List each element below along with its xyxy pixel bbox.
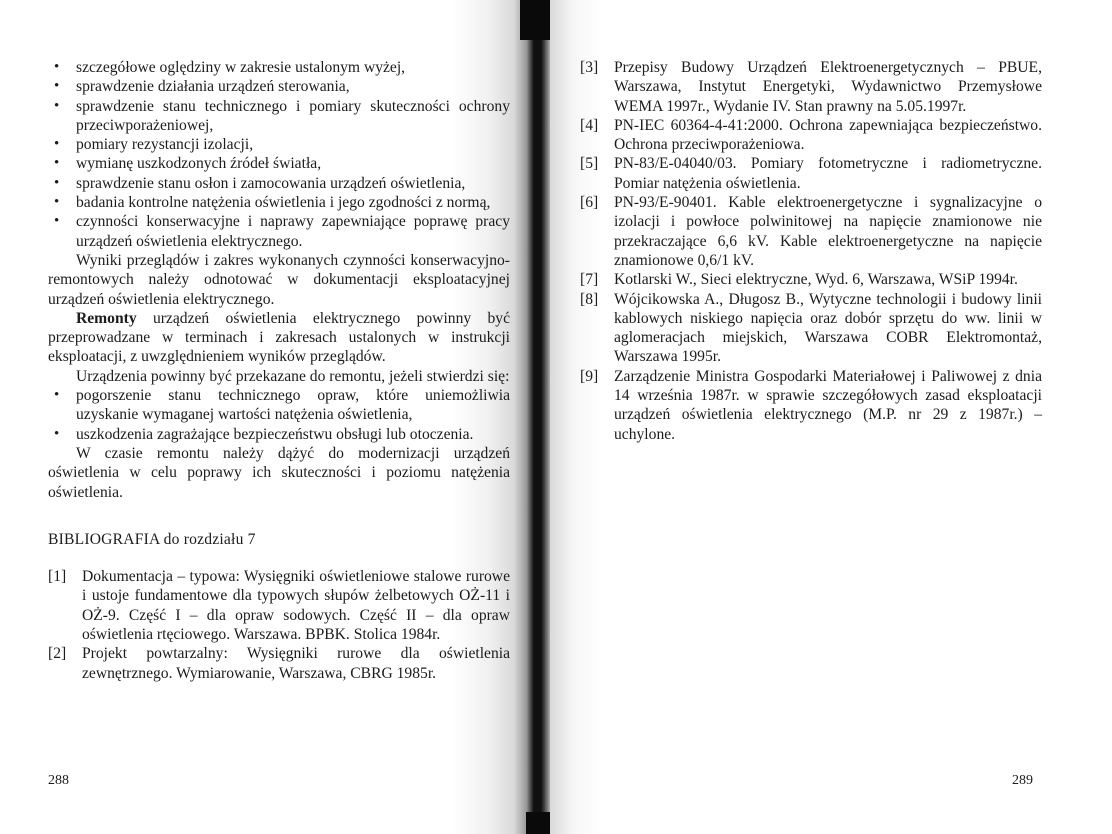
reference-text: Zarządzenie Ministra Gospodarki Materiałowej i Paliwowej z dnia 14 września 1987r. w sprawie szczegółowych zasad eksploatacji urządzeń oświetlenia elektrycznego (M.P. nr 29 z 1987r.) – uchylone.: [614, 367, 1042, 443]
book-spine-shadow: [514, 0, 550, 834]
reference-item: [580, 290, 1042, 367]
list-item: • wymianę uszkodzonych źródeł światła,: [48, 154, 510, 173]
reference-number: [6]: [580, 194, 599, 212]
book-spine-top: [520, 0, 550, 40]
paragraph-results: Wyniki przeglądów i zakres wykonanych czynności konserwacyjno-remontowych należy odnotować w dokumentacji eksploatacyjnej urządzeń oświetlenia elektrycznego.: [48, 251, 510, 308]
reference-text: Kotlarski W., Sieci elektryczne, Wyd. 6, Warszawa, WSiP 1994r.: [614, 271, 1018, 289]
paragraph-modernize: W czasie remontu należy dążyć do modernizacji urządzeń oświetlenia w celu poprawy ich skuteczności i poziomu natężenia oświetlenia.: [48, 444, 510, 501]
reference-item: [580, 154, 1042, 193]
reference-item: [580, 367, 1042, 444]
list-item: • uszkodzenia zagrażające bezpieczeństwu obsługi lub otoczenia.: [48, 425, 510, 444]
repairs-bold-term: Remonty: [76, 309, 137, 327]
reference-number: [1]: [48, 568, 67, 586]
reference-number: [7]: [580, 271, 599, 289]
right-page-text: [580, 58, 1042, 444]
paragraph-repairs: [48, 309, 510, 367]
reference-item: [48, 644, 510, 683]
reference-number: [4]: [580, 116, 599, 134]
list-item: • sprawdzenie stanu osłon i zamocowania urządzeń oświetlenia,: [48, 174, 510, 193]
reference-text: Przepisy Budowy Urządzeń Elektroenergetycznych – PBUE, Warszawa, Instytut Energetyki, Wydawnictwo Przemysłowe WEMA 1997r., Wydanie IV. Stan prawny na 5.05.1997r.: [614, 59, 1042, 115]
page-number-right: 289: [1012, 773, 1033, 788]
reference-text: PN-93/E-90401. Kable elektroenergetyczne i sygnalizacyjne o izolacji i powłoce polwinitowej na napięcie znamionowe nie przekraczające 6,6 kV. Kable elektroenergetyczne na napięcie znamionowe 0,6/1 kV.: [614, 194, 1042, 269]
reference-item: [580, 58, 1042, 116]
list-item: • pogorszenie stanu technicznego opraw, które uniemożliwia uzyskanie wymaganej wartości natężenia oświetlenia,: [48, 386, 510, 425]
reference-number: [3]: [580, 59, 599, 76]
left-page-text: [48, 58, 510, 683]
reference-number: [9]: [580, 367, 599, 385]
paragraph-devices: Urządzenia powinny być przekazane do remontu, jeżeli stwierdzi się:: [76, 367, 510, 385]
list-item: • badania kontrolne natężenia oświetlenia i jego zgodności z normą,: [48, 193, 510, 212]
reference-number: [8]: [580, 290, 599, 308]
left-page: [0, 0, 538, 834]
reference-text: PN-83/E-04040/03. Pomiary fotometryczne i radiometryczne. Pomiar natężenia oświetlenia.: [614, 155, 1042, 192]
list-item: • szczegółowe oględziny w zakresie ustalonym wyżej,: [48, 58, 510, 77]
reference-number: [5]: [580, 155, 599, 173]
list-item: • czynności konserwacyjne i naprawy zapewniające poprawę pracy urządzeń oświetlenia elektrycznego.: [48, 212, 510, 251]
reference-item: [580, 193, 1042, 270]
repairs-text: urządzeń oświetlenia elektrycznego powinny być przeprowadzane w terminach i zakresach ustalonych w instrukcji eksploatacji, z uwzględnieniem wyników przeglądów.: [48, 309, 510, 366]
list-item: • sprawdzenie stanu technicznego i pomiary skuteczności ochrony przeciwporażeniowej,: [48, 97, 510, 136]
reference-text: Wójcikowska A., Długosz B., Wytyczne technologii i budowy linii kablowych niskiego napięcia oraz dobór sprzętu do ww. linii w aglomeracjach miejskich, Warszawa COBR Elektromontaż, Warszawa 1995r.: [614, 290, 1042, 366]
reference-number: [2]: [48, 645, 67, 663]
book-spine-bottom: [526, 812, 550, 834]
list-item: • sprawdzenie działania urządzeń sterowania,: [48, 77, 510, 96]
list-item: • pomiary rezystancji izolacji,: [48, 135, 510, 154]
reference-text: Dokumentacja – typowa: Wysięgniki oświetleniowe stalowe rurowe i ustoje fundamentowe dla typowych słupów żelbetowych OŻ-11 i OŻ-9. Część I – dla opraw sodowych. Część II – dla opraw oświetlenia rtęciowego. Warszawa. BPBK. Stolica 1984r.: [82, 568, 510, 644]
bibliography-heading: BIBLIOGRAFIA do rozdziału 7: [48, 530, 256, 548]
reference-text: PN-IEC 60364-4-41:2000. Ochrona zapewniająca bezpieczeństwo. Ochrona przeciwporażeniowa.: [614, 116, 1042, 154]
page-number-left: 288: [48, 773, 69, 788]
reference-item: [580, 116, 1042, 155]
reference-text: Projekt powtarzalny: Wysięgniki rurowe dla oświetlenia zewnętrznego. Wymiarowanie, Warszawa, CBRG 1985r.: [82, 645, 510, 682]
reference-item: [580, 270, 1042, 289]
reference-item: [48, 567, 510, 644]
